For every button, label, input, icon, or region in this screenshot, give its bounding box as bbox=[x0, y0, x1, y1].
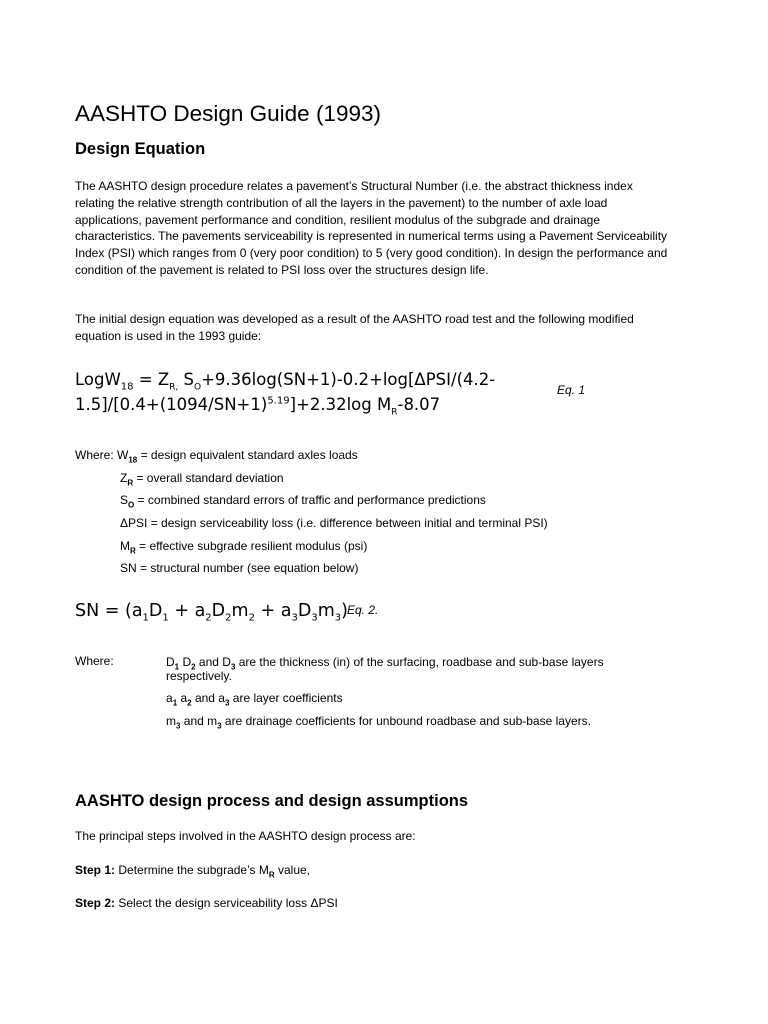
equation-1-label: Eq. 1 bbox=[557, 383, 586, 397]
intro-paragraph: The AASHTO design procedure relates a pavement’s Structural Number (i.e. the abstract thickness index relating the relative strength contribution of all the layers in the pavement) to the number of axle load applications, pavement performance and condition, resilient modulus of the subgrade and drainage characteristics. The pavements serviceability is represented in numerical terms using a Pavement Serviceability Index (PSI) which ranges from 0 (very poor condition) to 5 (very good condition). In design the performance and condition of the pavement is related to PSI loss over the structures design life. bbox=[75, 179, 668, 277]
definition-mr: $M_R$ = effective subgrade resilient modulus (psi) bbox=[120, 539, 368, 556]
definition-a-coefficients: $a_1$ $a_2$ and $a_3$ are layer coefficients bbox=[166, 691, 343, 708]
document-title: AASHTO Design Guide (1993) bbox=[75, 101, 381, 126]
definition-d-layers: $D_1$ $D_2$ and $D_3$ are the thickness (in) of the surfacing, roadbase and sub-base layers respectively. bbox=[166, 655, 604, 683]
definition-m-drainage: $m_3$ and $m_3$ are drainage coefficients for unbound roadbase and sub-base layers. bbox=[166, 714, 591, 731]
equation-intro-paragraph: The initial design equation was developed as a result of the AASHTO road test and the following modified equation is used in the 1993 guide: bbox=[75, 312, 634, 343]
equation-2: SN = $(a_1D_1 + a_2D_2m_2 + a_3D_3m_3)$ bbox=[75, 601, 348, 624]
definition-so: $S_O$ = combined standard errors of traffic and performance predictions bbox=[120, 493, 486, 510]
process-intro: The principal steps involved in the AASHTO design process are: bbox=[75, 829, 416, 843]
definition-sn: SN = structural number (see equation below) bbox=[120, 561, 359, 575]
definition-delta-psi: ΔPSI = design serviceability loss (i.e. difference between initial and terminal PSI) bbox=[120, 516, 548, 530]
equation-2-label: Eq. 2. bbox=[347, 603, 379, 617]
step-1: Step 1: Determine the subgrade’s $M_R$ value, bbox=[75, 863, 311, 880]
equation-1-line-2: $1.5]/[0.4+(1094/SN+1)^{5.19}]+2.32\log$ $M_R-8.07$ bbox=[75, 395, 441, 418]
definition-zr: $Z_R$ = overall standard deviation bbox=[120, 471, 284, 488]
step-1-label: Step 1: bbox=[75, 863, 116, 877]
design-equation-heading: Design Equation bbox=[75, 140, 206, 158]
design-process-heading: AASHTO design process and design assumptions bbox=[75, 792, 469, 810]
equation-1-line-1: LogW$_{18}$ = $Z_{R,}$ $S_O+9.36\log(SN+1)-0.2+\log[\Delta PSI/(4.2-$ bbox=[75, 370, 496, 393]
definition-w18: Where: $W_{18}$ = design equivalent standard axles loads bbox=[75, 448, 358, 465]
where-label: Where: bbox=[75, 654, 114, 668]
step-2: Step 2: Select the design serviceability loss ΔPSI bbox=[75, 896, 338, 910]
step-2-label: Step 2: bbox=[75, 896, 116, 910]
